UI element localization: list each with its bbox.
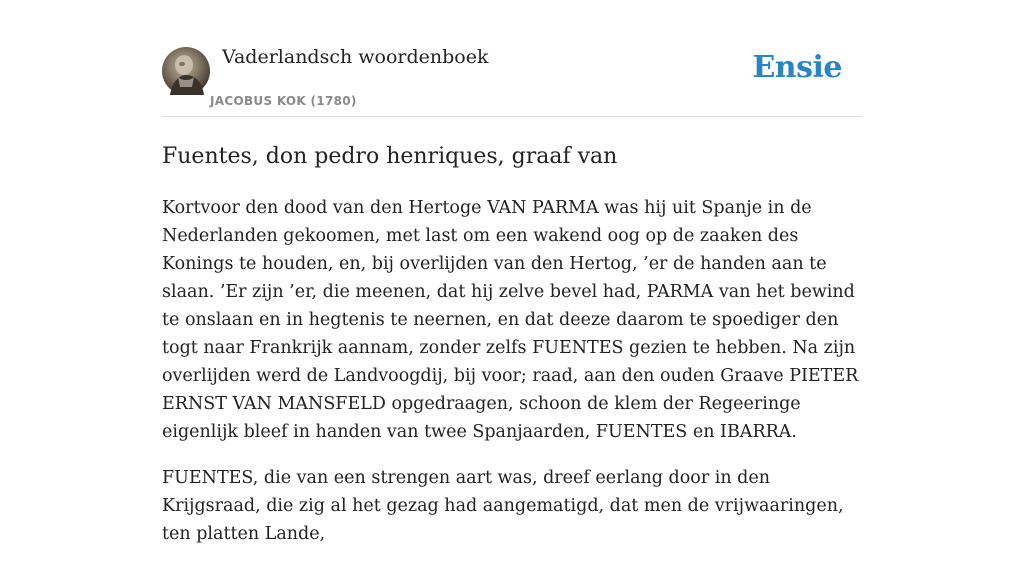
entry-paragraph: FUENTES, die van een strengen aart was, dreef eerlang door in den Krijgsraad, die zig al het gezag had aangematigd, dat men de vrijwaaringen, ten platten Lande, xyxy=(162,468,844,544)
content-container xyxy=(162,0,862,566)
header xyxy=(162,0,862,117)
entry-body xyxy=(162,194,862,548)
entry-title: Fuentes, don pedro henriques, graaf van xyxy=(162,144,618,169)
author-portrait-icon[interactable] xyxy=(162,47,210,95)
entry-paragraph: Kortvoor den dood van den Hertoge VAN PARMA was hij uit Spanje in de Nederlanden gekoomen, met last om een wakend oog op de zaaken des Konings te houden, en, bij overlijden van den Hertog, ’er de handen aan te slaan. ’Er zijn ’er, die meenen, dat hij zelve bevel had, PARMA van het bewind te onslaan en in hegtenis te neernen, en dat deeze daarom te spoediger den togt naar Frankrijk aannam, zonder zelfs FUENTES gezien te hebben. Na zijn overlijden werd de Landvoogdij, bij voor; raad, aan den ouden Graave PIETER ERNST VAN MANSFELD opgedraagen, schoon de klem der Regeeringe eigenlijk bleef in handen van twee Spanjaarden, FUENTES en IBARRA. xyxy=(162,198,859,442)
author-line[interactable]: JACOBUS KOK (1780) xyxy=(210,94,357,108)
book-title[interactable]: Vaderlandsch woordenboek xyxy=(222,46,489,68)
portrait-graphic xyxy=(162,47,210,95)
site-logo[interactable]: Ensie xyxy=(752,50,842,85)
